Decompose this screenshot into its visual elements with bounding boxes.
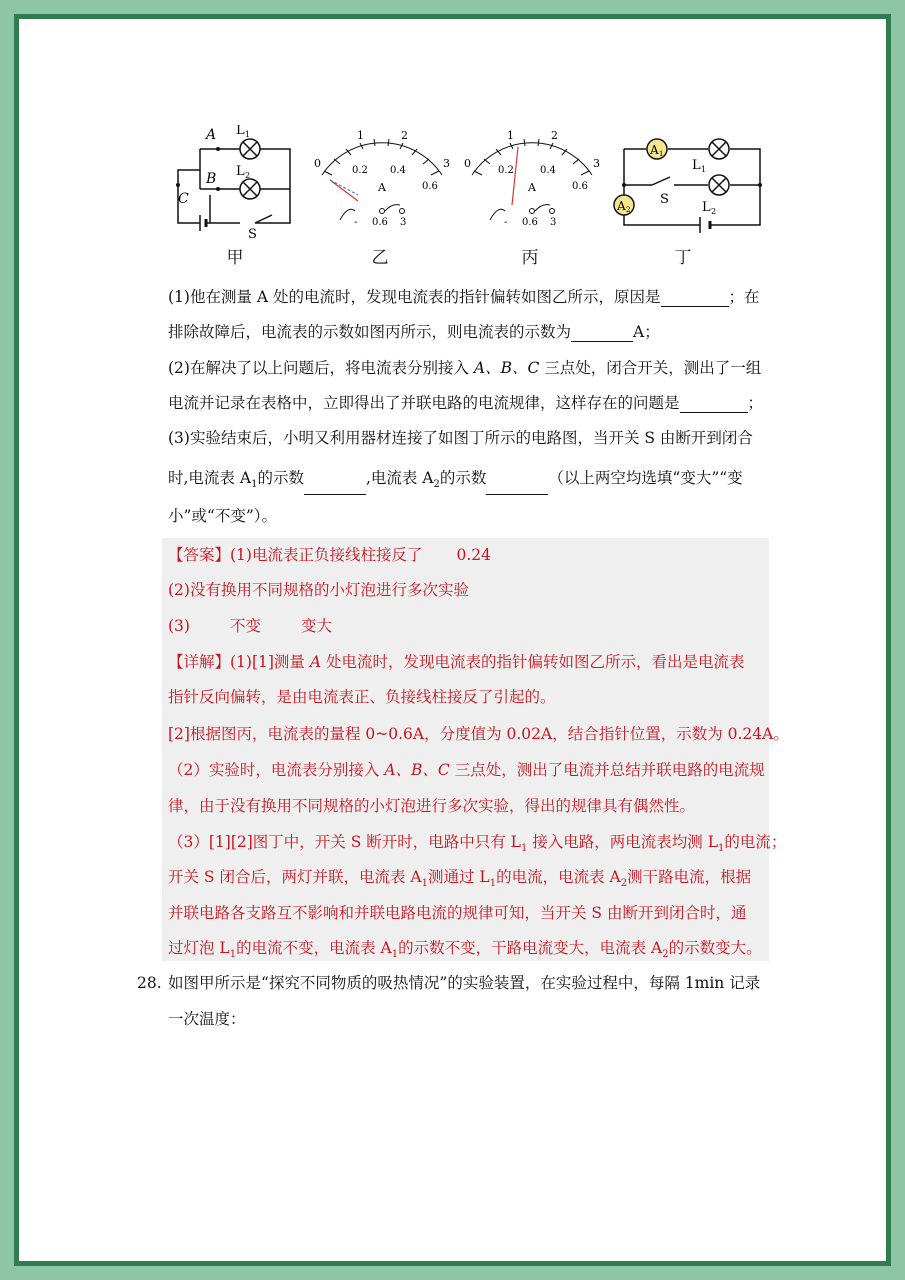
svg-text:-: -	[504, 217, 508, 228]
svg-text:0.6: 0.6	[522, 217, 538, 228]
svg-text:A: A	[528, 181, 536, 194]
point-c-label: C	[178, 191, 189, 207]
lamp1-label: L	[236, 125, 245, 138]
switch-label: S	[248, 227, 257, 240]
svg-text:3: 3	[400, 217, 407, 228]
svg-text:2: 2	[401, 129, 408, 142]
svg-text:3: 3	[593, 157, 600, 170]
svg-text:0.6: 0.6	[372, 217, 388, 228]
svg-text:L: L	[702, 200, 711, 215]
svg-text:2: 2	[711, 207, 717, 216]
figure-label-ding: 丁	[674, 248, 692, 268]
svg-text:1: 1	[659, 150, 664, 158]
meter-needle	[512, 147, 518, 205]
ammeter-bing-diagram	[460, 125, 605, 235]
ammeter-yi-diagram	[310, 125, 455, 235]
svg-text:A: A	[378, 181, 386, 194]
answer-line: [2]根据图丙，电流表的量程 0~0.6A，分度值为 0.02A，结合指针位置，示数为 0.24A。	[168, 725, 789, 743]
answer-line: 并联电路各支路互不影响和并联电路电流的规律可知，当开关 S 由断开到闭合时，通	[168, 904, 747, 922]
svg-text:1: 1	[245, 130, 251, 139]
svg-text:1: 1	[357, 129, 364, 142]
answer-line: 【详解】(1)[1]测量 A 处电流时，发现电流表的指针偏转如图乙所示，看出是电流表	[168, 653, 745, 671]
ammeter2-label: A	[617, 199, 626, 213]
meter-needle	[330, 180, 358, 201]
answer-line: (3) 不变 变大	[168, 617, 332, 635]
answer-line: 开关 S 闭合后，两灯并联，电流表 $A_1$测通过 $L_1$的电流，电流表 $A_2$测干路电流，根据	[168, 868, 752, 890]
answer-box	[162, 538, 769, 961]
svg-text:2: 2	[626, 206, 631, 214]
answer-line: 指针反向偏转，是由电流表正、负接线柱接反了引起的。	[168, 688, 556, 706]
answer-line: （2）实验时，电流表分别接入 A、B、C 三点处，测出了电流并总结并联电路的电流规	[168, 761, 765, 779]
point-b-label: B	[206, 171, 217, 187]
next-question-line: 一次温度：	[168, 1010, 246, 1028]
svg-text:0.4: 0.4	[540, 165, 556, 176]
svg-text:3: 3	[443, 157, 450, 170]
figure-label-jia: 甲	[226, 248, 244, 268]
question-line: 小”或“不变”）。	[168, 507, 278, 525]
question-line: (1)他在测量 A 处的电流时，发现电流表的指针偏转如图乙所示，原因是 ；在	[168, 288, 760, 306]
svg-text:L: L	[692, 158, 701, 173]
svg-text:0.6: 0.6	[572, 181, 588, 192]
svg-text:-: -	[354, 217, 358, 228]
answer-line: 【答案】(1)电流表正负接线柱接反了 0.24	[168, 546, 491, 564]
question-line: (3)实验结束后，小明又利用器材连接了如图丁所示的电路图，当开关 S 由断开到闭合	[168, 429, 753, 447]
answer-line: 律，由于没有换用不同规格的小灯泡进行多次实验，得出的规律具有偶然性。	[168, 797, 696, 815]
lamp2-label: L	[236, 164, 245, 179]
ammeter1-label: A	[650, 143, 659, 157]
question-line: 排除故障后，电流表的示数如图丙所示，则电流表的示数为 A；	[168, 323, 660, 341]
svg-text:2: 2	[245, 171, 251, 180]
circuit-jia-diagram	[170, 125, 295, 240]
figure-label-bing: 丙	[521, 248, 539, 268]
figure-label-yi: 乙	[371, 248, 389, 268]
figure-row	[160, 125, 780, 270]
circuit-ding-diagram	[612, 125, 772, 240]
svg-text:2: 2	[551, 129, 558, 142]
svg-text:S: S	[660, 192, 669, 207]
answer-line: (2)没有换用不同规格的小灯泡进行多次实验	[168, 581, 469, 599]
svg-text:1: 1	[701, 165, 707, 174]
svg-text:3: 3	[550, 217, 557, 228]
svg-text:1: 1	[507, 129, 514, 142]
question-line: 时,电流表 $A_1$的示数 ,电流表 $A_2$的示数 （以上两空均选填“变大”“变	[168, 468, 743, 495]
question-number: 28.	[137, 974, 162, 992]
svg-text:0.2: 0.2	[498, 165, 514, 176]
question-line: (2)在解决了以上问题后，将电流表分别接入 A、B、C 三点处，闭合开关，测出了一组	[168, 359, 762, 377]
svg-text:0: 0	[314, 157, 321, 170]
svg-text:0.6: 0.6	[422, 181, 438, 192]
next-question-line: 如图甲所示是“探究不同物质的吸热情况”的实验装置，在实验过程中，每隔 1min 记录	[168, 974, 761, 992]
svg-text:0.2: 0.2	[352, 165, 368, 176]
svg-text:0.4: 0.4	[390, 165, 406, 176]
answer-line: 过灯泡 $L_1$的电流不变，电流表 $A_1$的示数不变，干路电流变大，电流表 $A_2$的示数变大。	[168, 939, 762, 961]
answer-line: （3）[1][2]图丁中，开关 S 断开时，电路中只有 $L_1$ 接入电路，两电流表均测 $L_1$的电流；	[168, 833, 787, 855]
point-a-label: A	[206, 127, 217, 143]
svg-text:0: 0	[464, 157, 471, 170]
question-line: 电流并记录在表格中，立即得出了并联电路的电流规律，这样存在的问题是 ；	[168, 394, 764, 412]
